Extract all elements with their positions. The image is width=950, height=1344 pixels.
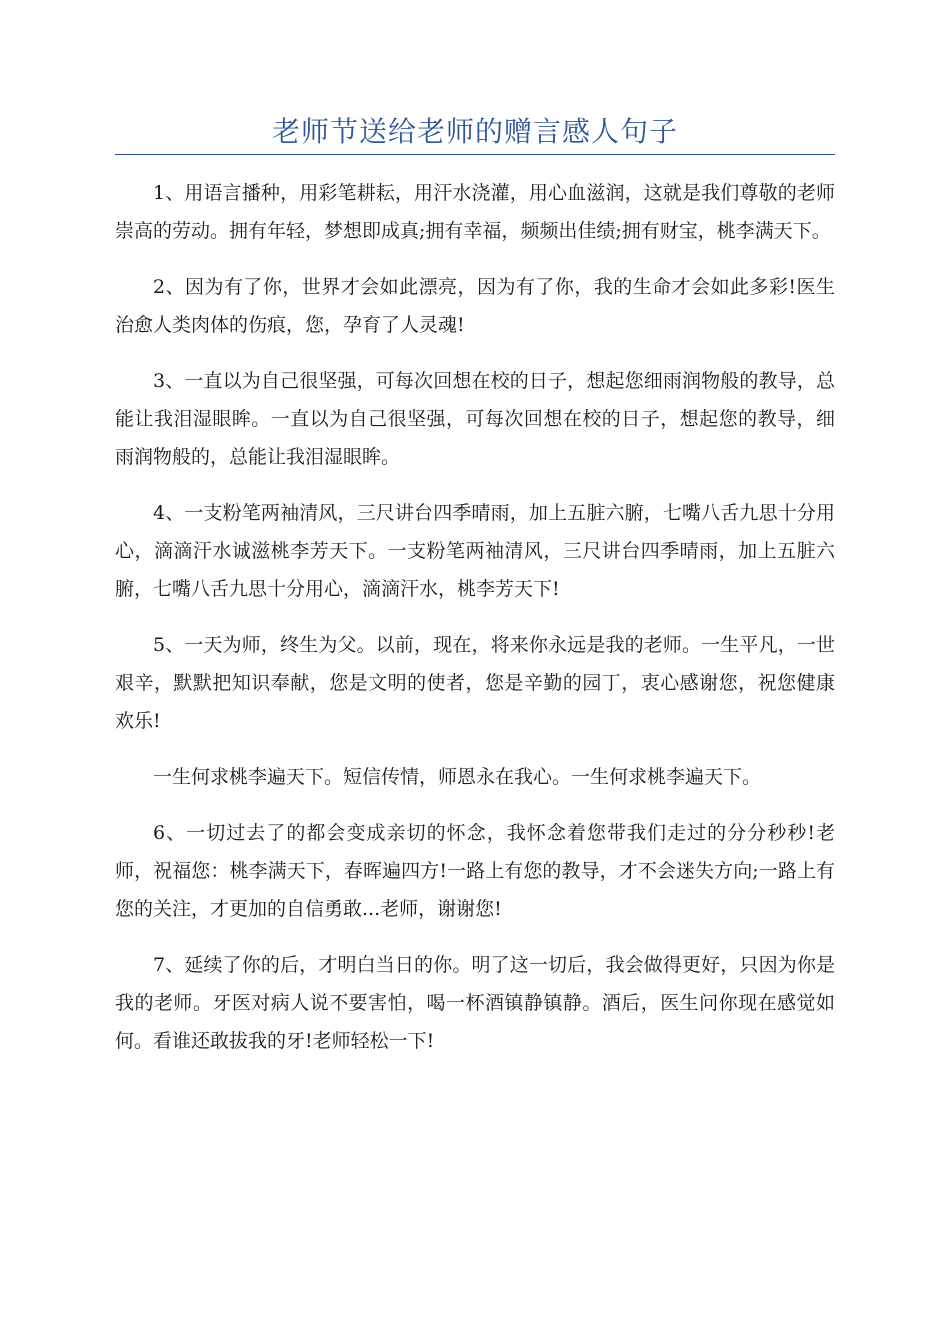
document-body bbox=[115, 174, 835, 1078]
paragraph-5-continued: 一生何求桃李遍天下。短信传情，师恩永在我心。一生何求桃李遍天下。 bbox=[153, 766, 762, 788]
paragraph-3: 3、一直以为自己很坚强，可每次回想在校的日子，想起您细雨润物般的教导，总能让我泪湿眼眸。一直以为自己很坚强，可每次回想在校的日子，想起您的教导，细雨润物般的，总能让我泪湿眼眸。 bbox=[115, 370, 835, 468]
paragraph-6: 6、一切过去了的都会变成亲切的怀念，我怀念着您带我们走过的分分秒秒!老师，祝福您：桃李满天下，春晖遍四方!一路上有您的教导，才不会迷失方向;一路上有您的关注，才更加的自信勇敢...老师，谢谢您! bbox=[115, 822, 835, 920]
paragraph-4: 4、一支粉笔两袖清风，三尺讲台四季晴雨，加上五脏六腑，七嘴八舌九思十分用心，滴滴汗水诚滋桃李芳天下。一支粉笔两袖清风，三尺讲台四季晴雨，加上五脏六腑，七嘴八舌九思十分用心，滴滴汗水，桃李芳天下! bbox=[115, 502, 835, 600]
page-title: 老师节送给老师的赠言感人句子 bbox=[271, 115, 678, 148]
paragraph-2: 2、因为有了你，世界才会如此漂亮，因为有了你，我的生命才会如此多彩!医生治愈人类肉体的伤痕，您，孕育了人灵魂! bbox=[115, 276, 835, 336]
paragraph-1: 1、用语言播种，用彩笔耕耘，用汗水浇灌，用心血滋润，这就是我们尊敬的老师崇高的劳动。拥有年轻，梦想即成真;拥有幸福，频频出佳绩;拥有财宝，桃李满天下。 bbox=[115, 182, 835, 242]
paragraph-7: 7、延续了你的后，才明白当日的你。明了这一切后，我会做得更好，只因为你是我的老师。牙医对病人说不要害怕，喝一杯酒镇静镇静。酒后，医生问你现在感觉如何。看谁还敢拔我的牙!老师轻松一下! bbox=[115, 954, 835, 1052]
title-divider bbox=[115, 154, 835, 155]
paragraph-5: 5、一天为师，终生为父。以前，现在，将来你永远是我的老师。一生平凡，一世艰辛，默默把知识奉献，您是文明的使者，您是辛勤的园丁，衷心感谢您，祝您健康欢乐! bbox=[115, 634, 835, 732]
